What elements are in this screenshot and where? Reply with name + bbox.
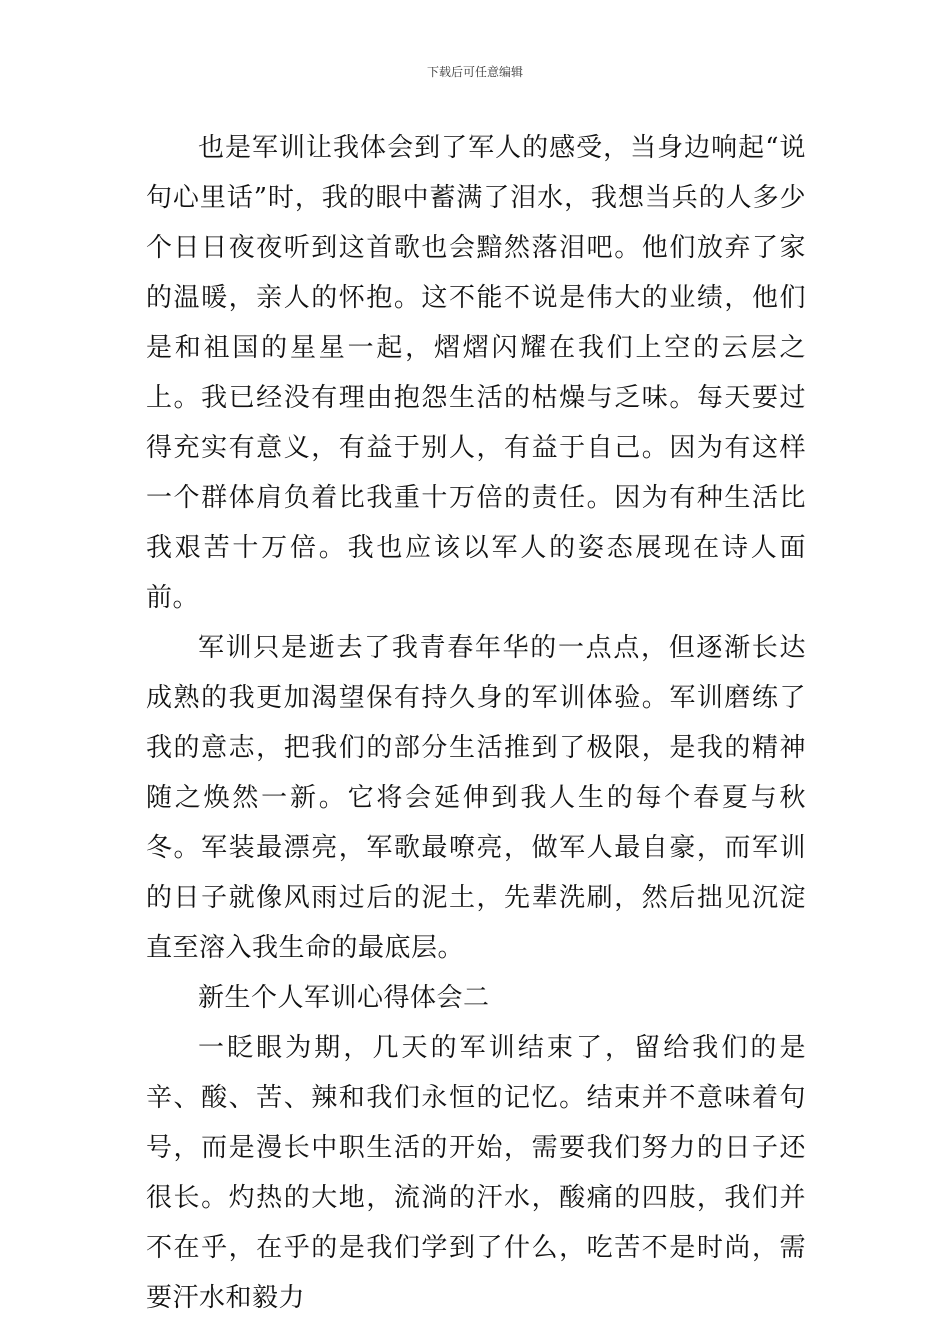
document-body — [146, 123, 806, 1323]
section-heading: 新生个人军训心得体会二 — [198, 983, 490, 1013]
paragraph-1: 也是军训让我体会到了军人的感受，当身边响起“说句心里话”时，我的眼中蓄满了泪水，我想当兵的人多少个日日夜夜听到这首歌也会黯然落泪吧。他们放弃了家的温暖，亲人的怀抱。这不能不说是伟大的业绩，他们是和祖国的星星一起，熠熠闪耀在我们上空的云层之上。我已经没有理由抱怨生活的枯燥与乏味。每天要过得充实有意义，有益于别人，有益于自己。因为有这样一个群体肩负着比我重十万倍的责任。因为有种生活比我艰苦十万倍。我也应该以军人的姿态展现在诗人面前。 — [146, 133, 806, 613]
paragraph-2: 军训只是逝去了我青春年华的一点点，但逐渐长达成熟的我更加渴望保有持久身的军训体验。军训磨练了我的意志，把我们的部分生活推到了极限，是我的精神随之焕然一新。它将会延伸到我人生的每个春夏与秋冬。军装最漂亮，军歌最嘹亮，做军人最自豪，而军训的日子就像风雨过后的泥土，先辈洗刷，然后拙见沉淀直至溶入我生命的最底层。 — [146, 633, 806, 963]
page-header: 下载后可任意编辑 — [426, 65, 523, 79]
paragraph-3: 一眨眼为期，几天的军训结束了，留给我们的是辛、酸、苦、辣和我们永恒的记忆。结束并不意味着句号，而是漫长中职生活的开始，需要我们努力的日子还很长。灼热的大地，流淌的汗水，酸痛的四肢，我们并不在乎，在乎的是我们学到了什么，吃苦不是时尚，需要汗水和毅力 — [146, 1033, 806, 1313]
